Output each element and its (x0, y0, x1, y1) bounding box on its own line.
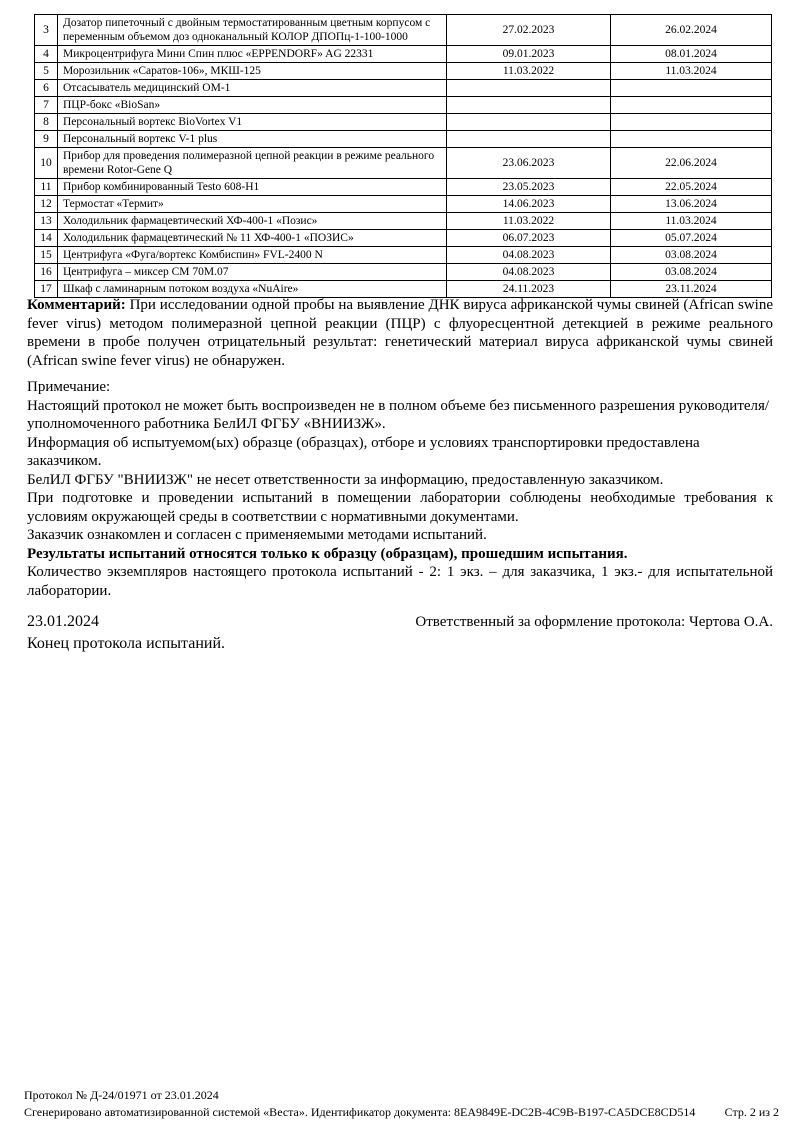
equipment-name-cell: Дозатор пипеточный с двойным термостатированным цветным корпусом с переменным объемом доз одноканальный КОЛОР ДПОПц-1-100-1000 (58, 15, 447, 46)
verification-date-cell: 23.05.2023 (447, 179, 611, 196)
table-row (35, 97, 772, 114)
row-number-cell: 9 (35, 131, 58, 148)
valid-until-cell: 11.03.2024 (611, 213, 772, 230)
equipment-name-cell: Персональный вортекс V-1 plus (58, 131, 447, 148)
verification-date-cell (447, 114, 611, 131)
table-row (35, 131, 772, 148)
valid-until-cell (611, 97, 772, 114)
verification-date-cell (447, 131, 611, 148)
equipment-name-cell: Холодильник фармацевтический ХФ-400-1 «Позис» (58, 213, 447, 230)
valid-until-cell: 13.06.2024 (611, 196, 772, 213)
equipment-name-cell: Микроцентрифуга Мини Спин плюс «EPPENDORF» AG 22331 (58, 46, 447, 63)
equipment-name-cell: Отсасыватель медицинский ОМ-1 (58, 80, 447, 97)
equipment-name-cell: Прибор комбинированный Testo 608-H1 (58, 179, 447, 196)
responsible-person: Ответственный за оформление протокола: Чертова О.А. (415, 614, 773, 630)
equipment-name-cell: Центрифуга «Фуга/вортекс Комбиспин» FVL-2400 N (58, 247, 447, 264)
valid-until-cell: 03.08.2024 (611, 264, 772, 281)
valid-until-cell: 22.06.2024 (611, 148, 772, 179)
table-row (35, 230, 772, 247)
valid-until-cell (611, 131, 772, 148)
note-heading: Примечание: (27, 379, 111, 395)
note-paragraph: Информация об испытуемом(ых) образце (образцах), отборе и условиях транспортировки предоставлена заказчиком. (27, 434, 700, 469)
end-of-protocol-line: Конец протокола испытаний. (27, 635, 226, 652)
valid-until-cell: 26.02.2024 (611, 15, 772, 46)
verification-date-cell (447, 80, 611, 97)
row-number-cell: 7 (35, 97, 58, 114)
valid-until-cell (611, 114, 772, 131)
valid-until-cell: 08.01.2024 (611, 46, 772, 63)
equipment-table (34, 14, 772, 298)
verification-date-cell: 23.06.2023 (447, 148, 611, 179)
row-number-cell: 3 (35, 15, 58, 46)
comment-label: Комментарий: (27, 297, 126, 313)
row-number-cell: 8 (35, 114, 58, 131)
valid-until-cell: 22.05.2024 (611, 179, 772, 196)
footer-page-number: Стр. 2 из 2 (724, 1104, 779, 1119)
row-number-cell: 17 (35, 281, 58, 298)
table-row (35, 15, 772, 46)
row-number-cell: 15 (35, 247, 58, 264)
table-row (35, 247, 772, 264)
equipment-name-cell: Морозильник «Саратов-106», МКШ-125 (58, 63, 447, 80)
note-paragraph: Заказчик ознакомлен и согласен с применяемыми методами испытаний. (27, 527, 487, 543)
equipment-name-cell: Персональный вортекс BioVortex V1 (58, 114, 447, 131)
table-row (35, 148, 772, 179)
verification-date-cell: 09.01.2023 (447, 46, 611, 63)
comment-paragraph (27, 296, 773, 370)
note-paragraph: БелИЛ ФГБУ "ВНИИЗЖ" не несет ответственности за информацию, предоставленную заказчиком. (27, 471, 664, 488)
equipment-name-cell: Центрифуга – миксер СМ 70М.07 (58, 264, 447, 281)
comment-text: При исследовании одной пробы на выявление ДНК вируса африканской чумы свиней (African swine fever virus) методом полимеразной цепной реакции (ПЦР) с флуоресцентной детекцией в режиме реального времени в пробе получен отрицательный результат: генетический материал вируса африканской чумы свиней (African swine fever virus) не обнаружен. (27, 297, 773, 369)
footer (24, 1087, 779, 1120)
row-number-cell: 14 (35, 230, 58, 247)
valid-until-cell: 11.03.2024 (611, 63, 772, 80)
equipment-name-cell: Холодильник фармацевтический № 11 ХФ-400-1 «ПОЗИС» (58, 230, 447, 247)
table-row (35, 63, 772, 80)
row-number-cell: 16 (35, 264, 58, 281)
verification-date-cell: 24.11.2023 (447, 281, 611, 298)
verification-date-cell (447, 97, 611, 114)
row-number-cell: 6 (35, 80, 58, 97)
footer-protocol-number: Протокол № Д-24/01971 от 23.01.2024 (24, 1088, 219, 1102)
footer-generated-line: Сгенерировано автоматизированной системой «Веста». Идентификатор документа: 8EA9849E-DC2B-4C9B-B197-CA5DCE8CD514 (24, 1104, 696, 1119)
footer-second-line (24, 1104, 779, 1121)
protocol-date: 23.01.2024 (27, 613, 99, 630)
valid-until-cell: 23.11.2024 (611, 281, 772, 298)
note-paragraph: При подготовке и проведении испытаний в помещении лаборатории соблюдены необходимые требования к условиям окружающей среды в соответствии с нормативными документами. (27, 490, 773, 525)
row-number-cell: 10 (35, 148, 58, 179)
signature-row (27, 611, 773, 633)
verification-date-cell: 27.02.2023 (447, 15, 611, 46)
table-row (35, 46, 772, 63)
valid-until-cell (611, 80, 772, 97)
row-number-cell: 12 (35, 196, 58, 213)
note-paragraph: Настоящий протокол не может быть воспроизведен не в полном объеме без письменного разрешения руководителя/уполномоченного работника БелИЛ ФГБУ «ВНИИЗЖ». (27, 397, 770, 432)
equipment-name-cell: Шкаф с ламинарным потоком воздуха «NuAire» (58, 281, 447, 298)
table-row (35, 196, 772, 213)
equipment-name-cell: Термостат «Термит» (58, 196, 447, 213)
verification-date-cell: 11.03.2022 (447, 63, 611, 80)
equipment-name-cell: ПЦР-бокс «BioSan» (58, 97, 447, 114)
table-row (35, 114, 772, 131)
table-row (35, 179, 772, 196)
row-number-cell: 5 (35, 63, 58, 80)
protocol-text-block (27, 296, 773, 654)
verification-date-cell: 14.06.2023 (447, 196, 611, 213)
verification-date-cell: 06.07.2023 (447, 230, 611, 247)
verification-date-cell: 11.03.2022 (447, 213, 611, 230)
row-number-cell: 13 (35, 213, 58, 230)
notes-list (27, 397, 773, 601)
table-row (35, 264, 772, 281)
verification-date-cell: 04.08.2023 (447, 247, 611, 264)
table-row (35, 213, 772, 230)
table-row (35, 80, 772, 97)
note-paragraph: Результаты испытаний относятся только к образцу (образцам), прошедшим испытания. (27, 545, 628, 562)
row-number-cell: 4 (35, 46, 58, 63)
verification-date-cell: 04.08.2023 (447, 264, 611, 281)
valid-until-cell: 05.07.2024 (611, 230, 772, 247)
valid-until-cell: 03.08.2024 (611, 247, 772, 264)
equipment-table-body (35, 15, 772, 298)
equipment-name-cell: Прибор для проведения полимеразной цепной реакции в режиме реального времени Rotor-Gene Q (58, 148, 447, 179)
note-paragraph: Количество экземпляров настоящего протокола испытаний - 2: 1 экз. – для заказчика, 1 экз.- для испытательной лаборатории. (27, 564, 773, 599)
row-number-cell: 11 (35, 179, 58, 196)
